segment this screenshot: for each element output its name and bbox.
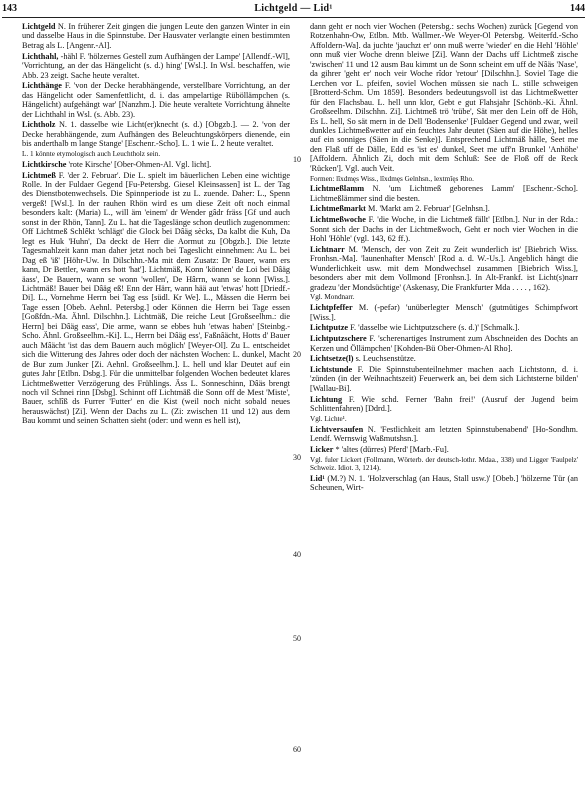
page-number-right: 144 bbox=[570, 3, 585, 14]
entry-lichtsetzel: Lichtsetze(l) s. Leuchsenstütze. bbox=[310, 354, 416, 364]
entry-lid: Lid¹ (M.?) N. 1. 'Holzverschlag (an Haus, Stall usw.)' [Obeb.] 'hölzerne Tür (an Scheunen, Wirt- bbox=[310, 473, 578, 493]
header-rule bbox=[2, 17, 585, 18]
headword: Lichtmeßwoche bbox=[310, 215, 366, 225]
headword: Lichtholz bbox=[22, 120, 56, 130]
entry-lichtkirsche: Lichtkirsche 'rote Kirsche' [Ober-Ohmen-Al. Vgl. licht]. bbox=[22, 159, 212, 169]
running-header bbox=[0, 3, 587, 17]
headword: Lid¹ bbox=[310, 473, 325, 483]
left-column bbox=[22, 22, 290, 427]
forms-note: Formen: lîxdmęs Wiss., lîxdmęs Gelnhsn., lextmîęs Rho. bbox=[310, 174, 474, 183]
licker-reference-note: Vgl. fuler Lickert (Follmann, Wörterb. der deutsch-lothr. Mdaa., 338) und Ligger 'Faulpelz' Schweiz. Idiot. 3, 1214). bbox=[310, 455, 578, 472]
entry-lichtstunde: Lichtstunde F. Die Spinnstubenteilnehmer machen aach Lichtstonn, d. i. 'zünden (in der Weihnachtszeit) Feuerwerk an, bei dem sich Lichtsterne bilden' [Wallau-Bi]. bbox=[310, 365, 578, 393]
line-number: 40 bbox=[293, 550, 301, 559]
headword: Lichtversaufen bbox=[310, 424, 364, 434]
headword: Lichtmeßlamm bbox=[310, 184, 365, 194]
headword: Lichthahl, bbox=[22, 51, 59, 61]
entry-lichtmessmarkt: Lichtmeßmarkt M. 'Markt am 2. Februar' [Gelnhsn.]. bbox=[310, 204, 490, 214]
entry-lichtmess: Lichtmeß F. 'der 2. Februar'. Die L. spielt im bäuerlichen Leben eine wichtige Rolle. In der Fuldaer Gegend [Fu-Petersbg. Giesel Kleinsassen] ist L. der Tag des Dienstbotenwechsels. Die Spinnperiode ist zu L. zuende. Daher: L., Spenn vergeß! [Wsl.]. In der rauhen Rhön wird es um diese Zeit oft noch einmal besonders kalt: (Maria) L., will äm 'einem' dr Wender gâdr fräss [Gf und auch sonst in der Rhön, Tann]. Zu L. hat die Tageslänge schon deutlich zugenommen: Off Lichtmeß Schlêkt 'schlägt' die Glock bei Dâäg sècks, Da kalbt die Kuh, Da legt es Huk 'Huhn', Da deckt de Herr die Aormut zu [Obgzb.]. Die letzte Tagesmahlzeit kann man daher jetzt noch bei Tageslicht einnehmen: Au L. bei Dag eß 'iß' [Höhr-Uw. In Dilschhn.-Ma mit dem Zusatz: Dr Bauer, wann ers kann, Dr Bettler, wann ers hott 'hat']. Lichtmäß, Konn 'können' de Loi bei Dâäg äass', De Bauern, wann se wonn 'wollen', De Hârrn, wann se konn [Wiss.]. Lichtmäß! Bauer bei Dâäg eß! Enn der Härr, wann hää aut 'etwas' hott [Driedf.-Di]. L., Vornehme Herrn bei Tag ess [südl. Kr We]. L., Mässen die Herrn bei Tage essen [Obeb. Aehnl. Petersbg.] oder Können die Herrn bei Tage essen [Goßfdn.-Ma. Ähnl. Dilschhn.]. Lichtmäß, Die reiche Leut [Großseelhm.: die Herrn] bei Dâäg eass', Die arme, wann se ebbes huh 'etwas haben' [Steinbg.-Scho. Ähnl. Großseelhm.-Ki]. L., Herrn bei Dâäg ess', Faßnâächt, Hotts d' Bauer auch Mâächt 'ist das dem Bauern auch möglich' [Weyer-Ol]. Zu L. entscheidet sich die Witterung des Jahres oder doch der nächsten Wochen: L. dunkel, Macht de Bur zum Junker [Zi. Aehnl. Großseelhm.]. L. hell und klar Deutet auf ein gutes Jahr [Etlbn. Dsbg.]. Für die unmittelbar folgenden Wochen bedeutet klares Lichtmeßwetter Verzögerung des Frühlings. Äss L. Sonneschinn, Dâäs brengt noch vil Schnei rinn [Dsbg]. Schinnt off Lichtmäß die Sonn off de Mest 'Miste', Bauer, schlîß ds Furrer 'Futter' en die Kist (weil noch nicht sobald neues herauswächst) [Zi]. Wenn der Dachs zu L. (Zi: zwischen 11 und 12) aus dem Bau kommt und seinen Schatten sieht (oder: und wenn es hell ist), bbox=[22, 170, 290, 426]
page-number-left: 143 bbox=[2, 3, 17, 14]
entry-lichthahl: Lichthahl, -hähl F. 'hölzernes Gestell zum Aufhängen der Lampe' [Allendf.-Wl], 'Vorrichtung, an der das Hängelicht (s. d.) hing' [Wsl.]. In Wsl. beschaffen, wie Abb. 23 zeigt. Sache heute veraltet. bbox=[22, 51, 290, 80]
entry-lichtputzschere: Lichtputzschere F. 'scherenartiges Instrument zum Abschneiden des Dochts an Kerzen und Öllämpchen' [Kohden-Bü Ober-Ohmen-Al Rho]. bbox=[310, 334, 578, 353]
entry-lichtmesslamm: Lichtmeßlamm N. 'um Lichtmeß geborenes Lamm' [Eschenr.-Scho]. Lichtmeßlämmer sind die besten. bbox=[310, 184, 578, 203]
entry-lichtgeld: Lichtgeld N. In früherer Zeit gingen die jungen Leute den ganzen Winter in ein und dasselbe Haus in die Spinnstube. Der Hausvater verlangte einen bestimmten Betrag als L. [Angenr.-Al]. bbox=[22, 22, 290, 50]
entry-licker: Licker * 'altes (dürres) Pferd' [Marb.-Fu]. bbox=[310, 444, 449, 454]
entry-lichtholz: Lichtholz N. 1. dasselbe wie Licht(er)knecht (s. d.) [Obgzb.]. — 2. 'von der Decke herabhängende, zum Aufhängen des Beleuchtungskörpers dienende, ein bis anderthalb m lange Stange' [Eschenr.-Scho]. L. 1 wie L. 2 heute veraltet. bbox=[22, 120, 290, 149]
headword: Lichtpfeffer bbox=[310, 303, 353, 313]
entry-lichtversaufen: Lichtversaufen N. 'Festlichkeit am letzten Spinnstubenabend' [Ho-Sondhm. Lendf. Wernswig Waßmutshsn.]. bbox=[310, 424, 578, 444]
headword: Licker bbox=[310, 444, 334, 454]
line-number: 30 bbox=[293, 453, 301, 462]
entry-lichtmesswoche: Lichtmeßwoche F. 'die Woche, in die Lichtmeß fällt' [Etlbn.]. Nur in der Rda.: Sonnt sich der Dachs in der Lichtmeßwoch, Geht er noch vier Wochen in die Hohl 'Höhle' (vgl. 143, 62 ff.). bbox=[310, 215, 578, 244]
headword: Lichtputzschere bbox=[310, 334, 367, 344]
line-number: 50 bbox=[293, 634, 301, 643]
entry-lichthaenge: Lichthänge F. 'von der Decke herabhängende, verstellbare Vorrichtung, an der das Hängelicht oder Samenfettlicht, d. i. das ampelartige Rüböllämpchen (s. Hängelicht) aufgehängt war' [Nanzhm.]. Die heute veraltete Vorrichtung ähnelte der Lichthahl in Wsl. (s. Abb. 23). bbox=[22, 81, 290, 119]
entry-lichtnarr: Lichtnarr M. 'Mensch, der von Zeit zu Zeit wunderlich ist' [Biebrich Wiss. Fronhsn.-Ma]. 'launenhafter Mensch' [Rod a. d. W.-Us.]. Angeblich hängt die Wunderlichkeit usw. mit dem Mondwechsel zusammen [Biebrich Wiss.], besonders aber mit dem Vollmond [Fronhsn.]. In Alt-Frankf. ist Licht(s)narr gradezu 'der Mondsüchtige' (Askenasy, Die Frankfurter Mda . . . . , 162). bbox=[310, 244, 578, 292]
see-also-lichte: Vgl. Lichte¹. bbox=[310, 414, 347, 423]
headword: Lichtgeld bbox=[22, 22, 56, 31]
entry-lichtputze: Lichtputze F. 'dasselbe wie Lichtputzschere (s. d.)' [Schmalk.]. bbox=[310, 323, 520, 333]
line-number: 10 bbox=[293, 155, 301, 164]
entry-lichtmess-continued: dann geht er noch vier Wochen (Petersbg.: sechs Wochen) zurück [Gegend von Rotzenhahn-Ow, Etlbn. Mtb. Wallmer.-We Weyer-Ol Petersbg. Weiterfd.-Scho Affoldern-Wa]. da juchte 'jauchzt er' onn muß werre 'wieder' en die Hehl 'Höhle' onn muß vier Woche drenn bleiwe [Zi]. Wann der Dachs uff Lichtmeß zische 'zwischen' 11 und 12 ausm Bau kimmt un de Sonn scheint em uff de Nâäs 'Nase', da gihrer 'geht er' noch veir Woche rîdor 'retour' [Dilschhn.]. Soviel Tage die Lerchen vor L. pfeifen, soviel Wochen müssen sie nach L. stille schweigen [Brotterd-Schm. Um 1859]. Besonders bedeutungsvoll ist das Lichtmeßwetter für den Flachsbau. L. hell unn klor, Gebt e gut Flahsjahr [Schönb.-Ki. Ähnl. Großseelhm. Dilschhn. Zi]. Lichtmeß trö 'trübe', Sät mer den Lein off de Höh, Es L. hell, So sät mern in de Dell 'Bodensenke' [Fuldaer Gegend und zwar, weil dunkles Lichtmeßwetter auf ein feuchtes Jahr deutet (Säen auf die Höhe), helles auf ein sonniges (Säen in die Senke)]. Entsprechend Lichtmäß hälle, Seet me den Flaß uff de Dälle, Edd es 'ist es' dunkel, Seet me uff'n Brunkel 'Anhöhe' [Affoldern. Ähnlich Zi, doch mit dem Schluß: See de Floß off de Reck 'Rücken']. Vgl. auch Veit. bbox=[310, 22, 578, 173]
headword: Lichtmeßmarkt bbox=[310, 204, 366, 214]
headword: Lichtung bbox=[310, 394, 343, 404]
line-number: 20 bbox=[293, 350, 301, 359]
headword: Lichthänge bbox=[22, 81, 62, 91]
line-number: 60 bbox=[293, 745, 301, 754]
headword: Lichtstunde bbox=[310, 365, 353, 375]
running-title: Lichtgeld — Lid¹ bbox=[254, 3, 333, 14]
see-also-mondnarr: Vgl. Mondnarr. bbox=[310, 293, 355, 302]
headword: Lichtnarr bbox=[310, 244, 345, 254]
entry-lichtung: Lichtung F. Wie schd. Ferner 'Bahn frei!' (Ausruf der Jugend beim Schlittenfahren) [Ddrd.]. bbox=[310, 394, 578, 414]
entry-lichtpfeffer: Lichtpfeffer M. (-pefər) 'unüberlegter Mensch' (gutmütiges Schimpfwort [Wiss.]. bbox=[310, 303, 578, 322]
etymology-note: L. 1 könnte etymologisch auch Leuchtholz sein. bbox=[22, 150, 161, 159]
headword: Lichtputze bbox=[310, 323, 349, 333]
right-column bbox=[310, 22, 578, 494]
headword: Lichtsetze(l) bbox=[310, 354, 354, 364]
headword: Lichtkirsche bbox=[22, 159, 67, 169]
headword: Lichtmeß bbox=[22, 170, 56, 180]
